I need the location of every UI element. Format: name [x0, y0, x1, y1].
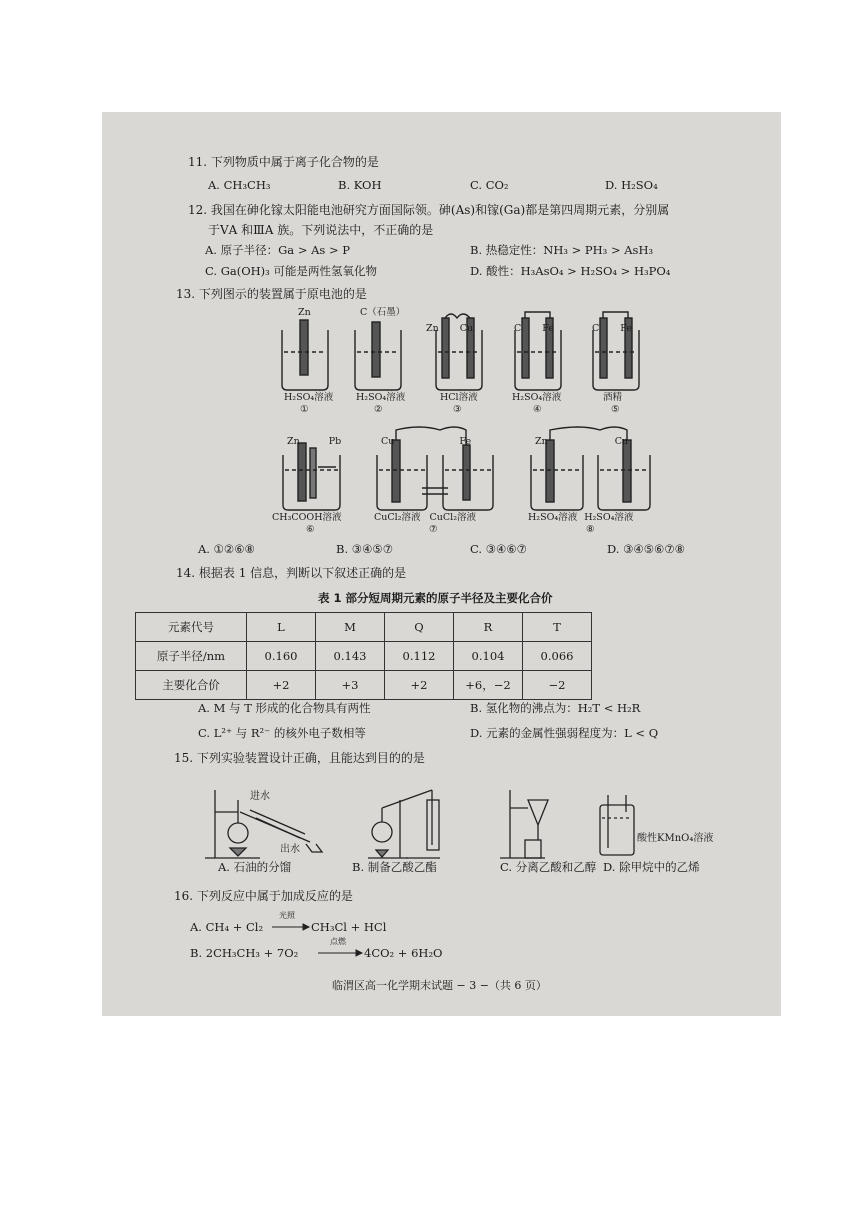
table-cell: 主要化合价 [136, 671, 247, 700]
q16-option-b-left: B. 2CH₃CH₃ + 7O₂ [190, 946, 299, 960]
device-3-solution: HCl溶液 [440, 392, 478, 403]
device-5-electrodes: C Fe [592, 323, 632, 334]
q14-option-b: B. 氢化物的沸点为：H₂T < H₂R [470, 701, 641, 715]
table-header-cell: R [454, 613, 523, 642]
q12-option-a: A. 原子半径：Ga > As > P [205, 243, 350, 257]
arrow-head-icon [303, 924, 309, 930]
q15-option-c-label: C. 分离乙酸和乙醇 [500, 860, 597, 874]
q14-option-d: D. 元素的金属性强弱程度为：L < Q [470, 726, 659, 740]
device-1-number: ① [300, 404, 309, 415]
table-header-cell: L [247, 613, 316, 642]
q16-option-a-right: CH₃Cl + HCl [311, 920, 387, 934]
table-header-cell: M [316, 613, 385, 642]
q16-stem: 16. 下列反应中属于加成反应的是 [174, 889, 353, 903]
device-5-number: ⑤ [611, 404, 620, 415]
q15-option-b-label: B. 制备乙酸乙酯 [352, 860, 437, 874]
q15-option-d-label: D. 除甲烷中的乙烯 [603, 860, 700, 874]
q16-option-a-left: A. CH₄ + Cl₂ [190, 920, 264, 934]
q15-stem: 15. 下列实验装置设计正确，且能达到目的的是 [174, 751, 425, 765]
table-header-cell: Q [385, 613, 454, 642]
device-4-solution: H₂SO₄溶液 [512, 392, 562, 403]
q11-stem: 11. 下列物质中属于离子化合物的是 [188, 155, 379, 169]
device-7-electrodes: Cu Fe [381, 436, 472, 447]
q11-option-d: D. H₂SO₄ [605, 178, 658, 192]
device-1-solution: H₂SO₄溶液 [284, 392, 334, 403]
q12-stem-line1: 12. 我国在砷化镓太阳能电池研究方面国际领。砷(As)和镓(Ga)都是第四周期元素，分别属 [188, 203, 670, 217]
table-cell: −2 [523, 671, 592, 700]
q12-stem-line2: 于ⅤA 和ⅢA 族。下列说法中，不正确的是 [208, 223, 434, 237]
device-7-number: ⑦ [429, 524, 438, 535]
annotation-water-out: 出水 [280, 844, 300, 855]
annotation-water-in: 进水 [250, 791, 270, 802]
device-8-electrodes: Zn Cu [535, 436, 629, 447]
device-6-electrodes: Zn Pb [287, 436, 342, 447]
table-cell: +2 [385, 671, 454, 700]
q12-option-c: C. Ga(OH)₃ 可能是两性氢氧化物 [205, 264, 377, 278]
device-2-electrodes: C（石墨） [360, 307, 406, 318]
table-cell: +2 [247, 671, 316, 700]
table-cell: 0.143 [316, 642, 385, 671]
q14-option-a: A. M 与 T 形成的化合物具有两性 [198, 701, 371, 715]
device-3-number: ③ [453, 404, 462, 415]
device-1-electrodes: Zn [298, 307, 311, 318]
device-2-solution: H₂SO₄溶液 [356, 392, 406, 403]
q13-stem: 13. 下列图示的装置属于原电池的是 [176, 287, 367, 301]
page-footer: 临渭区高一化学期末试题 − 3 −（共 6 页） [332, 979, 547, 992]
device-6-solution: CH₃COOH溶液 [272, 512, 342, 523]
q16-option-a-condition: 光照 [279, 911, 295, 920]
q12-option-d: D. 酸性：H₃AsO₄ > H₂SO₄ > H₃PO₄ [470, 264, 671, 278]
table-header-cell: T [523, 613, 592, 642]
q16-option-b-right: 4CO₂ + 6H₂O [364, 946, 443, 960]
device-5-solution: 酒精 [603, 392, 623, 403]
arrow-head-icon [356, 950, 362, 956]
device-2-number: ② [374, 404, 383, 415]
q14-option-c: C. L²⁺ 与 R²⁻ 的核外电子数相等 [198, 726, 366, 740]
q15-option-a-label: A. 石油的分馏 [218, 860, 292, 874]
q13-option-c: C. ③④⑥⑦ [470, 542, 527, 556]
q11-option-a: A. CH₃CH₃ [208, 178, 271, 192]
q13-option-d: D. ③④⑤⑥⑦⑧ [607, 542, 685, 556]
q11-option-c: C. CO₂ [470, 178, 509, 192]
table-header-cell: 元素代号 [136, 613, 247, 642]
device-7-solution: CuCl₂溶液 CuCl₂溶液 [374, 512, 477, 523]
q14-stem: 14. 根据表 1 信息，判断以下叙述正确的是 [176, 566, 407, 580]
annotation-kmno4: 酸性KMnO₄溶液 [637, 833, 714, 844]
table-caption: 表 1 部分短周期元素的原子半径及主要化合价 [318, 591, 553, 605]
table-cell: 0.066 [523, 642, 592, 671]
device-8-solution: H₂SO₄溶液 H₂SO₄溶液 [528, 512, 634, 523]
device-4-electrodes: C Fe [514, 323, 554, 334]
device-6-number: ⑥ [306, 524, 315, 535]
table-cell: 0.104 [454, 642, 523, 671]
device-3-electrodes: Zn Cu [426, 323, 474, 334]
q13-option-b: B. ③④⑤⑦ [336, 542, 394, 556]
device-4-number: ④ [533, 404, 542, 415]
q11-option-b: B. KOH [338, 178, 382, 192]
device-8-number: ⑧ [586, 524, 595, 535]
table-cell: +3 [316, 671, 385, 700]
q16-option-b-condition: 点燃 [330, 937, 346, 946]
table-cell: 0.112 [385, 642, 454, 671]
q12-option-b: B. 热稳定性：NH₃ > PH₃ > AsH₃ [470, 243, 654, 257]
table-cell: +6，−2 [454, 671, 523, 700]
table-cell: 0.160 [247, 642, 316, 671]
q13-option-a: A. ①②⑥⑧ [198, 542, 255, 556]
table-cell: 原子半径/nm [136, 642, 247, 671]
